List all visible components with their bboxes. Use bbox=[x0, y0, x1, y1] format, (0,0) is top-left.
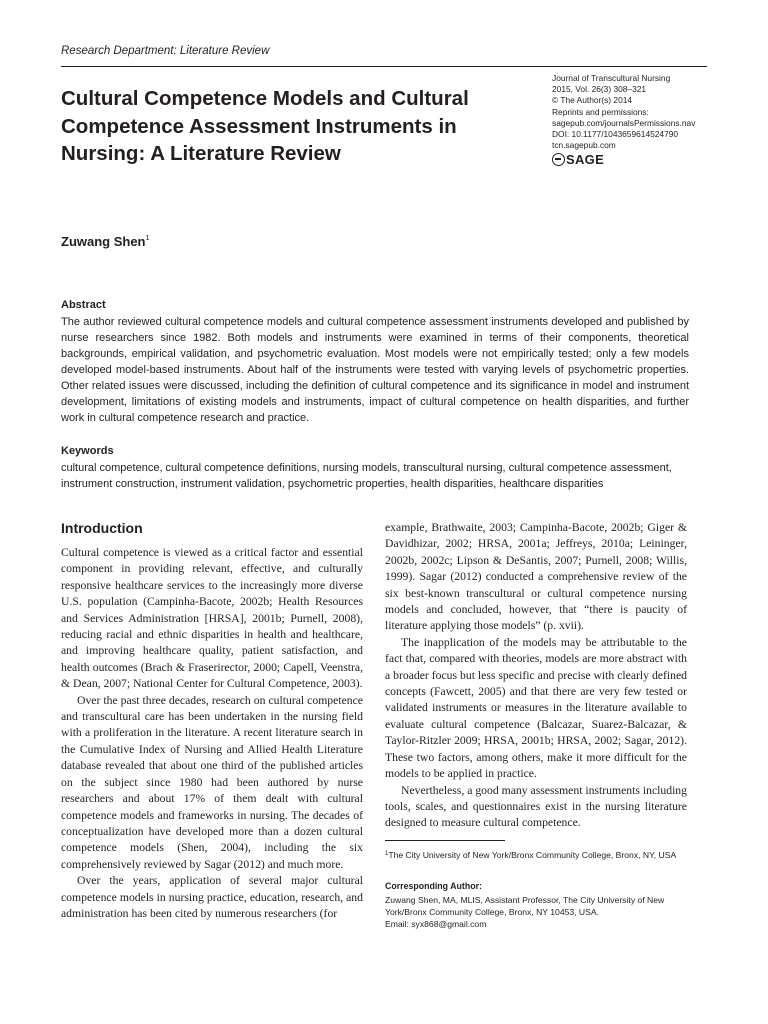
reprints-label: Reprints and permissions: bbox=[552, 106, 649, 117]
paragraph: Over the years, application of several major cultural competence models in nursing practice, education, research, and administration has been cited by numerous researchers (for bbox=[61, 874, 363, 920]
abstract-heading: Abstract bbox=[61, 299, 106, 311]
paragraph: The inapplication of the models may be attributable to the fact that, compared with theories, models are more abstract with a broader focus but less specific and precise with clearly defined concepts (Fawcett, 2005) and that there are very few tested or validated instruments or measures in the literature available to evaluate cultural competence (Balcazar, Suarez-Balcazar, & Taylor-Ritzler 2009; HRSA, 2001b; HRSA, 2002; Sagar, 2012). These two factors, among others, make it more difficult for the models to be applied in practice. bbox=[385, 635, 687, 781]
header-rule bbox=[61, 66, 707, 67]
journal-meta bbox=[552, 73, 712, 151]
journal-name: Journal of Transcultural Nursing bbox=[552, 73, 671, 83]
copyright-line: © The Author(s) 2014 bbox=[552, 95, 633, 106]
footnote-rule bbox=[385, 840, 505, 841]
introduction-heading: Introduction bbox=[61, 520, 143, 536]
corresponding-author-line: York/Bronx Community College, Bronx, NY 10453, USA. bbox=[385, 907, 599, 917]
paragraph: example, Brathwaite, 2003; Campinha-Bacote, 2002b; Giger & Davidhizar, 2002; HRSA, 2001a; Jeffreys, 2010a; Leininger, 2002b, 2002c; Lipson & DeSantis, 2007; Purnell, 2008; Willis, 1999). Sagar (2012) conducted a comprehensive review of the six best-known transcultural or cultural competence nursing models and concluded, however, that “there is paucity of literature applying those models” (p. xvii). bbox=[385, 521, 687, 633]
sage-logo-icon bbox=[552, 153, 565, 166]
paragraph: Nevertheless, a good many assessment instruments including tools, scales, and questionnaires exist in the nursing literature designed to measure cultural competence. bbox=[385, 783, 687, 830]
author-affiliation-mark: 1 bbox=[145, 233, 150, 242]
corresponding-author-heading: Corresponding Author: bbox=[385, 881, 482, 891]
footnote-mark: 1 bbox=[385, 851, 389, 857]
permissions-link[interactable]: sagepub.com/journalsPermissions.nav bbox=[552, 117, 696, 128]
corresponding-author-email[interactable]: Email: syx868@gmail.com bbox=[385, 919, 487, 929]
sage-logo bbox=[552, 152, 604, 167]
corresponding-author-details bbox=[385, 894, 705, 930]
author-name-text: Zuwang Shen bbox=[61, 234, 146, 249]
sage-logo-text: SAGE bbox=[566, 152, 605, 167]
department-header: Research Department: Literature Review bbox=[61, 45, 270, 57]
body-column-right bbox=[385, 520, 687, 832]
affiliation-footnote bbox=[385, 848, 695, 861]
keywords-heading: Keywords bbox=[61, 445, 114, 457]
abstract-text: The author reviewed cultural competence models and cultural competence assessment instruments developed and published by nurse researchers since 1982. Both models and instruments were examined in terms of their components, theoretical backgrounds, empirical validation, and psychometric evaluation. Most models were not empirically tested; only a few models developed model-based instruments. About half of the instruments were tested with varying levels of psychometric properties. Other related issues were discussed, including the definition of cultural competence and its significance in model and instrument development, limitations of existing models and instruments, impact of cultural competence on health disparities, and further work in cultural competence research and practice. bbox=[61, 316, 689, 424]
doi-link[interactable]: DOI: 10.1177/1043659614524790 bbox=[552, 129, 679, 140]
body-column-left bbox=[61, 545, 363, 922]
article-title: Cultural Competence Models and Cultural Competence Assessment Instruments in Nursing: A Literature Review bbox=[61, 87, 469, 165]
keywords-text: cultural competence, cultural competence definitions, nursing models, transcultural nursing, cultural competence assessment, instrument construction, instrument validation, psychometric properties, health disparities, healthcare disparities bbox=[61, 462, 672, 490]
corresponding-author-line: Zuwang Shen, MA, MLIS, Assistant Professor, The City University of New bbox=[385, 895, 665, 905]
paragraph: Cultural competence is viewed as a critical factor and essential component in providing relevant, effective, and culturally responsive healthcare services to the increasingly more diverse U.S. population (Campinha-Bacote, 2002b; Health Resources and Services Administration [HRSA], 2001b; Purnell, 2008), reducing racial and ethnic disparities in health and healthcare, and improving healthcare quality, patient satisfaction, and health outcomes (Brach & Fraserirector, 2000; Capell, Veenstra, & Dean, 2007; National Center for Cultural Competence, 2003). bbox=[61, 546, 363, 691]
journal-site-link[interactable]: tcn.sagepub.com bbox=[552, 140, 616, 151]
paragraph: Over the past three decades, research on cultural competence and transcultural care has been undertaken in the nursing field with a proliferation in the literature. A recent literature search in the Cumulative Index of Nursing and Allied Health Literature database revealed that about one third of the published articles on the subject since 1980 had been authored by nurse researchers and about 17% of them dealt with cultural competence models and frameworks in nursing. The decades of conceptualization have developed more than a dozen cultural competence models (Shen, 2004), including the six comprehensively reviewed by Sagar (2012) and much more. bbox=[61, 693, 363, 871]
affiliation-text: The City University of New York/Bronx Community College, Bronx, NY, USA bbox=[388, 850, 677, 860]
author-name bbox=[61, 233, 150, 249]
journal-volume: 2015, Vol. 26(3) 308–321 bbox=[552, 84, 647, 95]
